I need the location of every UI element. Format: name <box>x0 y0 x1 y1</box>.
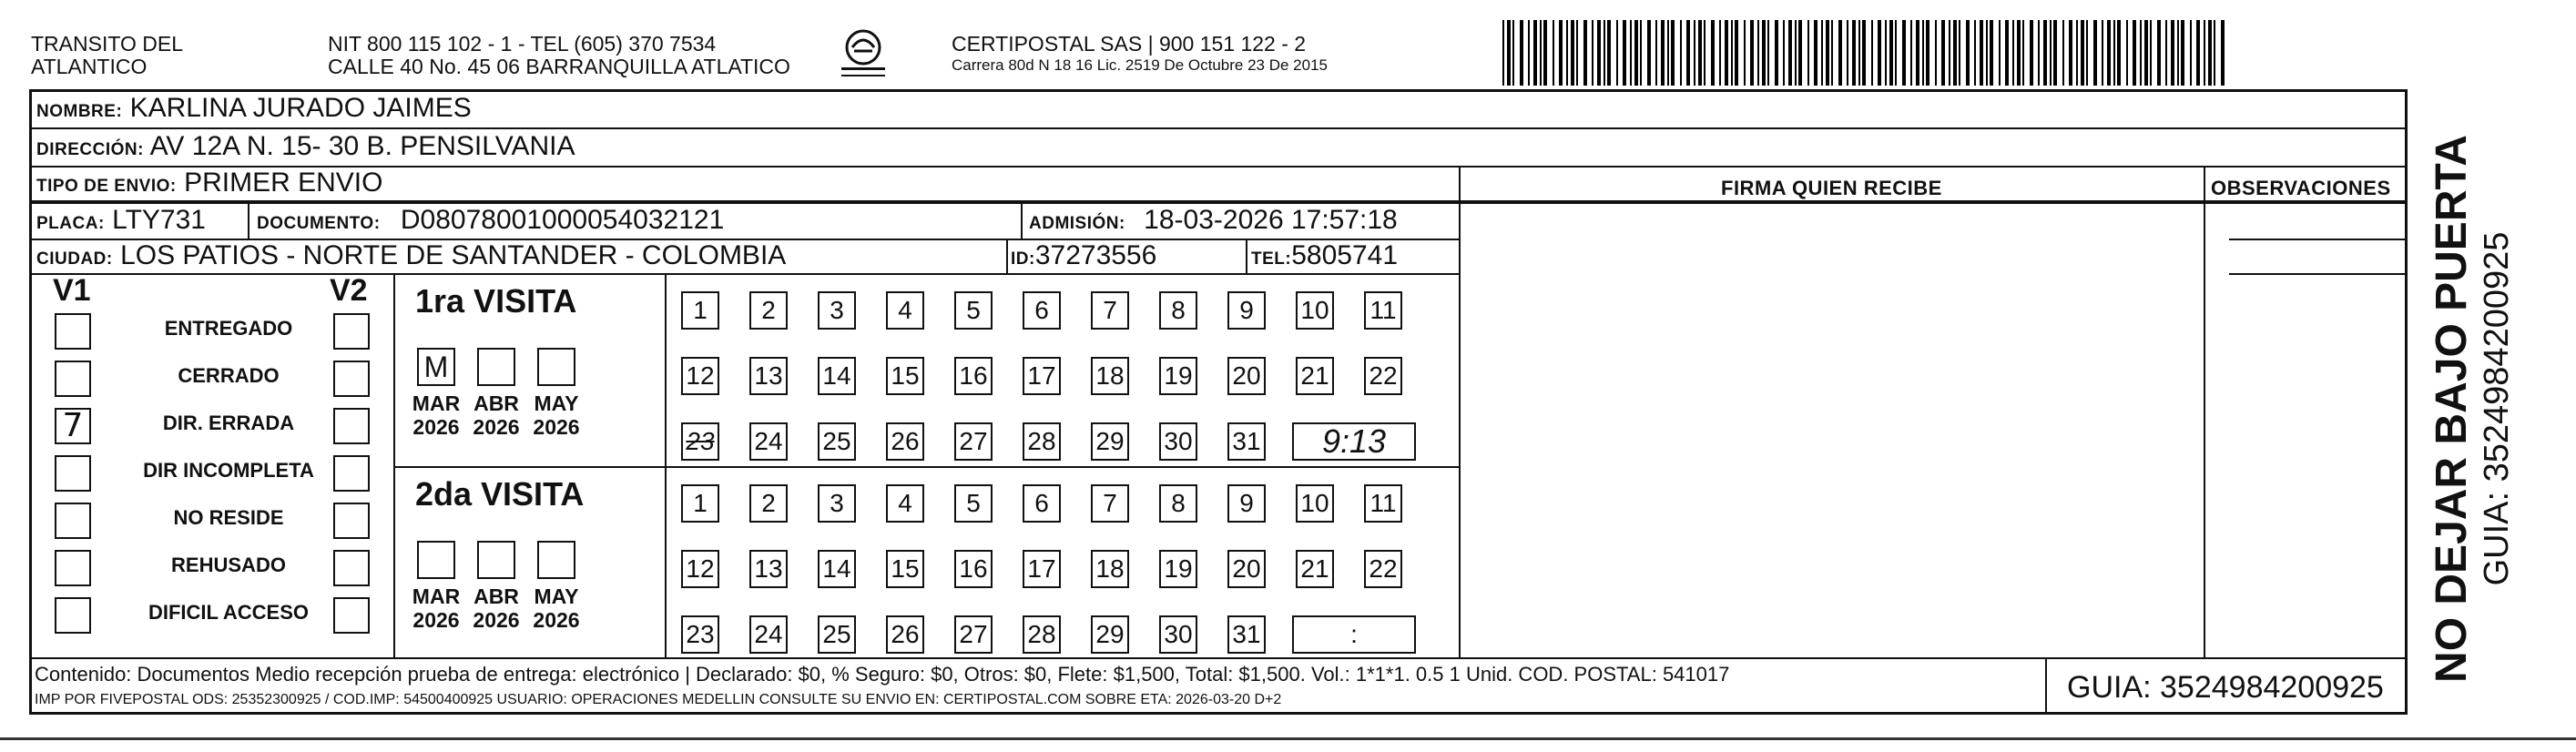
barcode-bar <box>1966 20 1970 86</box>
barcode-bar <box>1604 20 1605 86</box>
status-label: DIFICIL ACCESO <box>148 601 309 624</box>
v1-label: V1 <box>53 273 91 308</box>
barcode-bar <box>2196 20 2200 86</box>
barcode-bar <box>2126 20 2128 86</box>
barcode-bar <box>1941 20 1945 86</box>
barcode-bar <box>1583 20 1587 86</box>
status-v2-checkbox[interactable] <box>333 503 370 539</box>
barcode-bar <box>2062 20 2064 86</box>
day-box[interactable]: 14 <box>818 550 856 588</box>
day-box[interactable]: 13 <box>749 550 788 588</box>
barcode-bar <box>1762 20 1766 86</box>
barcode-bar <box>1895 20 1897 86</box>
month-label <box>406 391 466 439</box>
status-v2-checkbox[interactable] <box>333 550 370 586</box>
month-name: ABR <box>473 391 519 415</box>
day-box[interactable]: 8 <box>1159 291 1197 330</box>
barcode-bar <box>1916 20 1919 86</box>
month-label <box>466 391 526 439</box>
day-box[interactable]: 17 <box>1023 550 1061 588</box>
status-v2-checkbox[interactable] <box>333 408 370 444</box>
barcode-bar <box>1926 20 1929 86</box>
barcode-bar <box>2093 20 2097 86</box>
barcode-bar <box>2050 20 2052 86</box>
day-box[interactable]: 11 <box>1364 291 1402 330</box>
company-line-2: ATLANTICO <box>31 55 148 78</box>
day-box[interactable]: 9 <box>1227 484 1266 523</box>
barcode-bar <box>1750 20 1754 86</box>
month-checkbox[interactable] <box>477 348 515 386</box>
admision-value: 18-03-2026 17:57:18 <box>1144 205 1398 235</box>
placa-label: PLACA: <box>36 214 105 233</box>
barcode-bar <box>1847 20 1848 86</box>
nombre-label: NOMBRE: <box>36 102 123 121</box>
status-label: DIR. ERRADA <box>162 412 295 434</box>
barcode-bar <box>1592 20 1593 86</box>
barcode-bar <box>1704 20 1705 86</box>
barcode-bar <box>1566 20 1568 86</box>
month-checkbox[interactable] <box>537 541 575 579</box>
direccion-value: AV 12A N. 15- 30 B. PENSILVANIA <box>149 131 575 161</box>
direccion-row <box>36 131 575 166</box>
barcode-bar <box>1507 20 1511 86</box>
visit-title: 2da VISITA <box>415 475 585 513</box>
tipo-envio-row <box>36 168 382 202</box>
month-checkbox[interactable]: M <box>417 348 455 386</box>
status-label: REHUSADO <box>171 554 286 576</box>
barcode-bar <box>1647 20 1651 86</box>
day-box[interactable]: 18 <box>1091 550 1129 588</box>
day-box[interactable]: 31 <box>1227 615 1266 654</box>
barcode-bar <box>2113 20 2115 86</box>
day-box[interactable]: 22 <box>1364 550 1402 588</box>
barcode-bar <box>1667 20 1669 86</box>
barcode-bar <box>1655 20 1657 86</box>
sender-info <box>328 33 790 78</box>
barcode-bar <box>1878 20 1881 86</box>
barcode-bar <box>2043 20 2047 86</box>
day-box[interactable]: 16 <box>954 357 993 395</box>
license-line: Carrera 80d N 18 16 Lic. 2519 De Octubre 23 De 2015 <box>952 56 1328 74</box>
month-year: 2026 <box>533 415 580 439</box>
barcode-bar <box>2190 20 2192 86</box>
no-dejar-bajo-puerta: NO DEJAR BAJO PUERTA <box>2428 135 2476 683</box>
day-box[interactable]: 13 <box>749 357 788 395</box>
barcode-bar <box>2204 20 2205 86</box>
barcode-bar <box>2053 20 2057 86</box>
barcode-bar <box>1634 20 1638 86</box>
barcode-bar <box>1533 20 1537 86</box>
day-box[interactable]: 23 <box>681 615 719 654</box>
barcode-bar <box>1694 20 1695 86</box>
month-label <box>526 584 586 632</box>
month-label <box>406 584 466 632</box>
barcode-bar <box>1640 20 1642 86</box>
month-year: 2026 <box>412 415 460 439</box>
barcode-bar <box>1719 20 1721 86</box>
day-box[interactable]: 1 <box>681 484 719 523</box>
barcode-bar <box>1623 20 1626 86</box>
barcode-bar <box>1767 20 1769 86</box>
status-label: ENTREGADO <box>164 317 293 340</box>
day-box[interactable]: 6 <box>1023 484 1061 523</box>
barcode-bar <box>1607 20 1611 86</box>
barcode-bar <box>1990 20 1993 86</box>
status-v2-checkbox[interactable] <box>333 597 370 634</box>
month-year: 2026 <box>473 415 520 439</box>
day-box[interactable]: 17 <box>1023 357 1061 395</box>
day-box[interactable]: 25 <box>818 615 856 654</box>
day-box[interactable]: 15 <box>886 550 924 588</box>
month-checkbox[interactable] <box>537 348 575 386</box>
day-box[interactable]: 10 <box>1296 484 1334 523</box>
day-box[interactable]: 11 <box>1364 484 1402 523</box>
barcode-bar <box>1571 20 1574 86</box>
barcode-bar <box>2221 20 2225 86</box>
visit-time-box[interactable]: 9:13 <box>1292 422 1416 461</box>
barcode-bar <box>2107 20 2111 86</box>
barcode-bar <box>1735 20 1738 86</box>
barcode-bar <box>1731 20 1733 86</box>
day-box[interactable]: 12 <box>681 357 719 395</box>
courier-info <box>952 33 1328 76</box>
observaciones-header <box>2211 171 2391 204</box>
day-box[interactable]: 27 <box>954 615 993 654</box>
barcode-bar <box>1949 20 1950 86</box>
barcode-bar <box>2208 20 2212 86</box>
ciudad-label: CIUDAD: <box>36 249 113 269</box>
month-label <box>466 584 526 632</box>
barcode-bar <box>1838 20 1842 86</box>
barcode-bar <box>1902 20 1906 86</box>
barcode-bar <box>1974 20 1976 86</box>
barcode-bar <box>1553 20 1554 86</box>
barcode-bar <box>1788 20 1792 86</box>
day-box[interactable]: 21 <box>1296 550 1334 588</box>
tipo-envio-label: TIPO DE ENVIO: <box>36 177 177 196</box>
barcode-bar <box>2144 20 2148 86</box>
status-v2-checkbox[interactable] <box>333 361 370 397</box>
day-box[interactable]: 12 <box>681 550 719 588</box>
day-box[interactable]: 26 <box>886 422 924 461</box>
barcode-bar <box>2140 20 2142 86</box>
barcode-bar <box>1528 20 1530 86</box>
direccion-label: DIRECCIÓN: <box>36 140 144 159</box>
day-box[interactable]: 9 <box>1227 291 1266 330</box>
barcode-bar <box>2076 20 2078 86</box>
barcode-bar <box>1821 20 1823 86</box>
day-box[interactable]: 3 <box>818 291 856 330</box>
day-box[interactable]: 19 <box>1159 357 1197 395</box>
day-box[interactable]: 20 <box>1227 550 1266 588</box>
barcode-bar <box>1986 20 1988 86</box>
barcode-bar <box>2069 20 2072 86</box>
day-box[interactable]: 4 <box>886 484 924 523</box>
barcode <box>1502 0 2231 87</box>
barcode-bar <box>2038 20 2040 86</box>
contenido-line: Contenido: Documentos Medio recepción prueba de entrega: electrónico | Declarado: $0, % Seguro: $0, Otros: $0, Flete: $1,500, Total: $1,500. Vol.: 1*1*1. 0.5 1 Unid. COD. POSTAL: 541017 <box>35 663 1730 686</box>
day-box[interactable]: 29 <box>1091 615 1129 654</box>
barcode-bar <box>1616 20 1618 86</box>
barcode-bar <box>1980 20 1983 86</box>
barcode-bar <box>2012 20 2014 86</box>
barcode-bar <box>1852 20 1856 86</box>
placa-row <box>36 205 206 239</box>
status-v1-checkbox[interactable] <box>55 597 91 634</box>
barcode-bar <box>1775 20 1778 86</box>
firma-header-text: FIRMA QUIEN RECIBE <box>1721 177 1942 199</box>
barcode-bar <box>1757 20 1759 86</box>
day-box[interactable]: 25 <box>818 422 856 461</box>
day-box[interactable]: 2 <box>749 291 788 330</box>
barcode-bar <box>2005 20 2009 86</box>
side-guia: GUIA: 3524984200925 <box>2478 231 2516 586</box>
tel-label: TEL: <box>1251 249 1292 269</box>
day-box[interactable]: 10 <box>1296 291 1334 330</box>
day-box[interactable]: 3 <box>818 484 856 523</box>
visit-title: 1ra VISITA <box>415 282 577 320</box>
barcode-bar <box>2017 20 2021 86</box>
barcode-bar <box>1512 20 1514 86</box>
barcode-bar <box>1885 20 1887 86</box>
barcode-bar <box>2133 20 2136 86</box>
day-box[interactable]: 20 <box>1227 357 1266 395</box>
day-box[interactable]: 15 <box>886 357 924 395</box>
barcode-bar <box>1711 20 1715 86</box>
barcode-bar <box>1999 20 2001 86</box>
month-year: 2026 <box>473 608 520 632</box>
barcode-bar <box>1540 20 1542 86</box>
barcode-bar <box>2081 20 2084 86</box>
status-v1-checkbox[interactable] <box>55 503 91 539</box>
barcode-bar <box>1871 20 1873 86</box>
status-v2-checkbox[interactable] <box>333 455 370 492</box>
documento-row <box>257 205 724 239</box>
day-box[interactable]: 14 <box>818 357 856 395</box>
day-box[interactable]: 18 <box>1091 357 1129 395</box>
barcode-bar <box>2165 20 2167 86</box>
barcode-bar <box>1814 20 1817 86</box>
id-row <box>1011 240 1156 275</box>
barcode-bar <box>2157 20 2161 86</box>
barcode-bar <box>1680 20 1682 86</box>
placa-value: LTY731 <box>112 205 206 235</box>
tipo-envio-value: PRIMER ENVIO <box>184 168 383 198</box>
barcode-bar <box>2086 20 2088 86</box>
barcode-bar <box>1630 20 1632 86</box>
firma-header <box>1721 171 1942 204</box>
status-v1-checkbox[interactable] <box>55 455 91 492</box>
day-box[interactable]: 5 <box>954 484 993 523</box>
barcode-bar <box>1807 20 1809 86</box>
day-box[interactable]: 28 <box>1023 422 1061 461</box>
tel-value: 5805741 <box>1291 240 1399 270</box>
barcode-bar <box>2171 20 2174 86</box>
barcode-bar <box>2181 20 2184 86</box>
day-box[interactable]: 28 <box>1023 615 1061 654</box>
observaciones-header-text: OBSERVACIONES <box>2211 177 2391 199</box>
day-box[interactable]: 30 <box>1159 615 1197 654</box>
month-name: ABR <box>473 584 519 608</box>
month-name: MAR <box>412 391 461 415</box>
shipping-label-frame <box>29 89 2408 715</box>
barcode-bar <box>1559 20 1563 86</box>
imp-line: IMP POR FIVEPOSTAL ODS: 25352300925 / COD.IMP: 54500400925 USUARIO: OPERACIONES MEDELLIN CONSULTE SU ENVIO EN: CERTIPOSTAL.COM SOBRE ETA: 2026-03-20 D+2 <box>35 692 1282 707</box>
month-name: MAR <box>412 584 461 608</box>
barcode-bar <box>1959 20 1960 86</box>
barcode-bar <box>1502 20 1504 86</box>
day-box[interactable]: 1 <box>681 291 719 330</box>
barcode-bar <box>1661 20 1665 86</box>
barcode-bar <box>1858 20 1860 86</box>
barcode-bar <box>1671 20 1675 86</box>
status-label: DIR INCOMPLETA <box>143 459 314 482</box>
nombre-value: KARLINA JURADO JAIMES <box>129 93 472 123</box>
barcode-bar <box>1831 20 1833 86</box>
admision-label: ADMISIÓN: <box>1029 214 1125 233</box>
barcode-bar <box>1826 20 1829 86</box>
barcode-bar <box>1798 20 1802 86</box>
barcode-bar <box>2150 20 2152 86</box>
barcode-bar <box>2022 20 2024 86</box>
barcode-bar <box>2102 20 2103 86</box>
v2-label: V2 <box>330 273 368 308</box>
barcode-bar <box>1795 20 1797 86</box>
courier-line: CERTIPOSTAL SAS | 900 151 122 - 2 <box>952 32 1307 56</box>
visit-time-box[interactable]: : <box>1292 615 1416 654</box>
barcode-bar <box>1910 20 1912 86</box>
side-notice <box>2413 118 2568 683</box>
barcode-bar <box>2117 20 2121 86</box>
status-v1-checkbox[interactable] <box>55 550 91 586</box>
day-box[interactable]: 30 <box>1159 422 1197 461</box>
barcode-bar <box>1889 20 1893 86</box>
barcode-bar <box>1576 20 1578 86</box>
barcode-bar <box>2214 20 2215 86</box>
status-v1-checkbox[interactable] <box>55 361 91 397</box>
day-box[interactable]: 2 <box>749 484 788 523</box>
barcode-bar <box>1783 20 1785 86</box>
month-year: 2026 <box>412 608 460 632</box>
month-checkbox[interactable] <box>477 541 515 579</box>
day-box[interactable]: 31 <box>1227 422 1266 461</box>
barcode-bar <box>1543 20 1547 86</box>
day-box[interactable]: 4 <box>886 291 924 330</box>
documento-label: DOCUMENTO: <box>257 214 381 233</box>
barcode-bar <box>1922 20 1924 86</box>
day-box[interactable]: 29 <box>1091 422 1129 461</box>
tel-row <box>1251 240 1398 275</box>
day-box[interactable]: 26 <box>886 615 924 654</box>
barcode-bar <box>2030 20 2033 86</box>
day-box[interactable]: 8 <box>1159 484 1197 523</box>
company-line-1: TRANSITO DEL <box>31 32 183 56</box>
sender-company <box>31 33 183 78</box>
day-box[interactable]: 6 <box>1023 291 1061 330</box>
barcode-bar <box>1597 20 1601 86</box>
nombre-row <box>36 93 472 127</box>
certipostal-logo <box>836 27 891 84</box>
footer-guia: GUIA: 3524984200925 <box>2067 670 2384 705</box>
day-box[interactable]: 16 <box>954 550 993 588</box>
status-label: NO RESIDE <box>173 506 284 529</box>
id-value: 37273556 <box>1034 240 1157 270</box>
month-year: 2026 <box>533 608 580 632</box>
barcode-bar <box>1520 20 1523 86</box>
id-label: ID: <box>1011 249 1035 269</box>
day-box[interactable]: 7 <box>1091 291 1129 330</box>
day-box[interactable]: 27 <box>954 422 993 461</box>
day-box[interactable]: 5 <box>954 291 993 330</box>
barcode-bar <box>1862 20 1866 86</box>
day-box[interactable]: 7 <box>1091 484 1129 523</box>
day-box[interactable]: 24 <box>749 615 788 654</box>
ciudad-row <box>36 240 786 275</box>
documento-value: D08078001000054032121 <box>400 205 725 235</box>
day-box[interactable]: 21 <box>1296 357 1334 395</box>
barcode-bar <box>1935 20 1937 86</box>
status-v1-checkbox[interactable]: 7 <box>55 408 91 444</box>
barcode-bar <box>1686 20 1690 86</box>
status-v2-checkbox[interactable] <box>333 313 370 350</box>
day-box[interactable]: 19 <box>1159 550 1197 588</box>
barcode-bar <box>1698 20 1702 86</box>
day-box[interactable]: 23 <box>681 422 719 461</box>
barcode-bar <box>1953 20 1957 86</box>
address-line: CALLE 40 No. 45 06 BARRANQUILLA ATLATICO <box>328 55 790 78</box>
barcode-bar <box>1744 20 1746 86</box>
nit-line: NIT 800 115 102 - 1 - TEL (605) 370 7534 <box>328 32 717 56</box>
month-checkbox[interactable] <box>417 541 455 579</box>
day-box[interactable]: 22 <box>1364 357 1402 395</box>
status-v1-checkbox[interactable] <box>55 313 91 350</box>
admision-row <box>1029 205 1398 239</box>
ciudad-value: LOS PATIOS - NORTE DE SANTANDER - COLOMBIA <box>120 240 787 270</box>
barcode-bar <box>2177 20 2179 86</box>
day-box[interactable]: 24 <box>749 422 788 461</box>
status-label: CERRADO <box>178 364 280 387</box>
month-label <box>526 391 586 439</box>
month-name: MAY <box>534 391 579 415</box>
month-name: MAY <box>534 584 579 608</box>
barcode-bar <box>1725 20 1728 86</box>
